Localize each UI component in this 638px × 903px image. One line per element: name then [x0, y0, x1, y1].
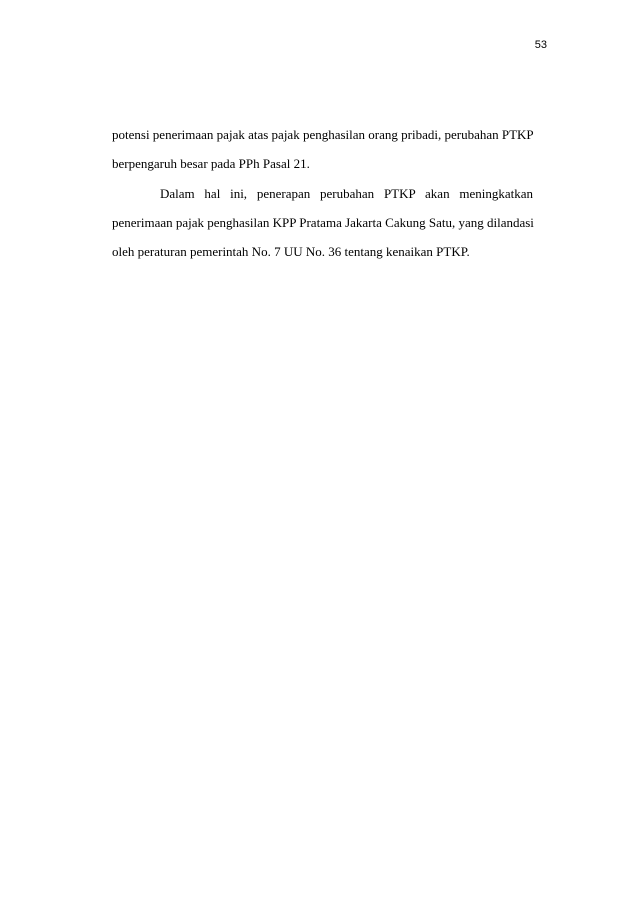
- paragraph-line: oleh peraturan pemerintah No. 7 UU No. 36 tentang kenaikan PTKP.: [112, 244, 470, 260]
- body-text: [112, 120, 533, 266]
- paragraph-2: [112, 179, 533, 267]
- paragraph-1: [112, 120, 533, 179]
- paragraph-line: Dalam hal ini, penerapan perubahan PTKP akan meningkatkan: [160, 185, 533, 201]
- paragraph-line: potensi penerimaan pajak atas pajak penghasilan orang pribadi, perubahan PTKP: [112, 127, 534, 142]
- paragraph-line: berpengaruh besar pada PPh Pasal 21.: [112, 156, 310, 172]
- page-number: 53: [534, 39, 547, 51]
- paragraph-line: penerimaan pajak penghasilan KPP Pratama Jakarta Cakung Satu, yang dilandasi: [112, 214, 534, 230]
